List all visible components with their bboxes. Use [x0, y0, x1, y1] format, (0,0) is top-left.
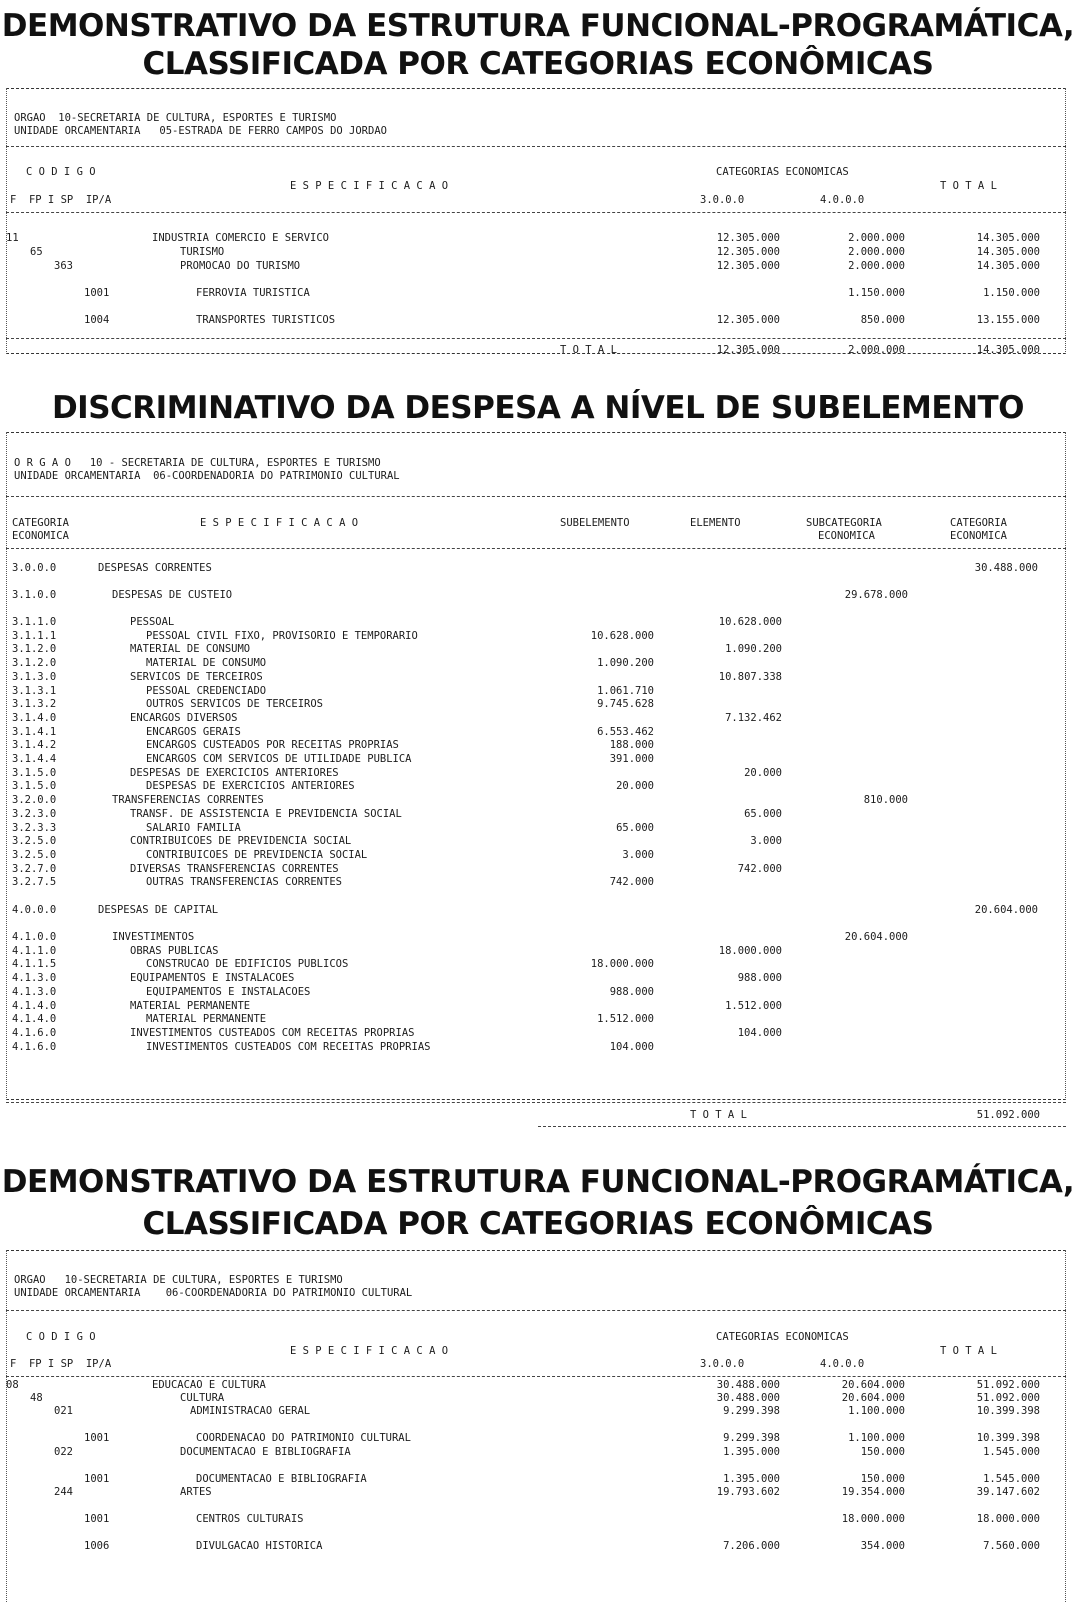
s2-row-label: PESSOAL CREDENCIADO — [146, 684, 267, 697]
s2-row-label: CONSTRUCAO DE EDIFICIOS PUBLICOS — [146, 958, 349, 971]
s2-row-code: 3.1.4.0 — [12, 711, 57, 724]
s1-row-c2: 2.000.000 — [848, 260, 905, 272]
s1-row-c1: 12.305.000 — [716, 260, 780, 272]
s2-row-code: 3.1.2.0 — [12, 643, 57, 656]
s3-row-code: 1001 — [84, 1432, 110, 1444]
s2-header-elemento: ELEMENTO — [690, 517, 741, 529]
s2-header-subcat1: SUBCATEGORIA — [806, 517, 882, 529]
section-2-title: DISCRIMINATIVO DA DESPESA A NÍVEL DE SUBELEMENTO — [51, 390, 1025, 426]
s2-row-label: CONTRIBUICOES DE PREVIDENCIA SOCIAL — [130, 835, 352, 848]
s2-row-elemento: 104.000 — [737, 1026, 782, 1039]
s3-header-c2: 4.0.0.0 — [820, 1358, 865, 1370]
s2-row-label: DESPESAS DE CUSTEIO — [112, 589, 233, 601]
s3-row-c2: 20.604.000 — [841, 1379, 905, 1391]
s3-header-especificacao: E S P E C I F I C A C A O — [290, 1345, 449, 1357]
s1-row-code: 11 — [6, 232, 19, 244]
s2-header-categ2: ECONOMICA — [950, 530, 1007, 542]
s3-row-label: EDUCACAO E CULTURA — [152, 1379, 266, 1391]
s2-row-code: 3.1.0.0 — [12, 589, 57, 601]
s2-row-subcategoria: 810.000 — [863, 794, 908, 807]
s3-row-c2: 19.354.000 — [841, 1486, 905, 1498]
s2-unidade: UNIDADE ORCAMENTARIA 06-COORDENADORIA DO PATRIMONIO CULTURAL — [14, 470, 400, 482]
s2-row-code: 3.1.3.0 — [12, 670, 57, 683]
s3-header-codigo-sub: F FP I SP IP/A — [10, 1358, 112, 1370]
s1-rule — [6, 146, 1066, 147]
s1-row-total: 13.155.000 — [976, 314, 1040, 326]
s3-row-total: 1.545.000 — [983, 1446, 1040, 1458]
s1-row-label: INDUSTRIA COMERCIO E SERVICO — [152, 232, 330, 244]
s2-row-label: DESPESAS DE EXERCICIOS ANTERIORES — [146, 780, 355, 793]
s3-row-c1: 1.395.000 — [723, 1446, 780, 1458]
s2-row-elemento: 65.000 — [744, 807, 782, 820]
s2-row-label: OBRAS PUBLICAS — [130, 944, 219, 957]
s3-row-label: DIVULGACAO HISTORICA — [196, 1540, 323, 1552]
s2-row-label: DESPESAS DE EXERCICIOS ANTERIORES — [130, 766, 339, 779]
s3-row-label: COORDENACAO DO PATRIMONIO CULTURAL — [196, 1432, 411, 1444]
s3-row-total: 10.399.398 — [976, 1432, 1040, 1444]
s1-rule — [6, 212, 1066, 213]
s2-row-code: 4.1.0.0 — [12, 931, 57, 943]
s2-row-code: 3.1.3.1 — [12, 684, 57, 697]
s3-row-c2: 354.000 — [860, 1540, 905, 1552]
s2-row-code: 3.2.3.3 — [12, 821, 57, 834]
s1-header-codigo: C O D I G O — [26, 166, 96, 178]
s2-row-code: 3.1.4.4 — [12, 753, 57, 765]
s2-row-subelemento: 1.061.710 — [597, 684, 654, 697]
s3-header-c1: 3.0.0.0 — [700, 1358, 745, 1370]
s2-row-subelemento: 188.000 — [609, 739, 654, 752]
s2-row-label: MATERIAL DE CONSUMO — [146, 657, 267, 670]
s1-total-label: T O T A L — [560, 344, 617, 356]
s1-row-c2: 2.000.000 — [848, 246, 905, 258]
s1-total-t: 14.305.000 — [976, 344, 1040, 356]
s2-orgao: O R G A O 10 - SECRETARIA DE CULTURA, ESPORTES E TURISMO — [14, 457, 381, 469]
s2-row-code: 3.2.5.0 — [12, 835, 57, 848]
s2-row-code: 3.2.0.0 — [12, 794, 57, 807]
s3-row-code: 1001 — [84, 1513, 110, 1525]
s3-row-c1: 19.793.602 — [716, 1486, 780, 1498]
s2-row-subelemento: 6.553.462 — [597, 725, 654, 738]
section-3-title-line1: DEMONSTRATIVO DA ESTRUTURA FUNCIONAL-PROGRAMÁTICA, — [1, 1164, 1075, 1200]
s2-row-subelemento: 742.000 — [609, 876, 654, 889]
s1-row-c2: 850.000 — [860, 314, 905, 326]
s1-header-c1: 3.0.0.0 — [700, 194, 745, 206]
s2-row-label: SERVICOS DE TERCEIROS — [130, 670, 263, 683]
s3-unidade: UNIDADE ORCAMENTARIA 06-COORDENADORIA DO PATRIMONIO CULTURAL — [14, 1287, 413, 1299]
s2-row-label: ENCARGOS CUSTEADOS POR RECEITAS PROPRIAS — [146, 739, 399, 752]
s3-row-code: 08 — [6, 1379, 19, 1391]
s2-row-label: ENCARGOS COM SERVICOS DE UTILIDADE PUBLICA — [146, 753, 412, 765]
s3-row-code: 021 — [54, 1405, 73, 1417]
s1-row-label: FERROVIA TURISTICA — [196, 287, 310, 299]
s3-header-categorias: CATEGORIAS ECONOMICAS — [716, 1331, 849, 1343]
s2-row-subelemento: 65.000 — [616, 821, 654, 834]
s1-row-c1: 12.305.000 — [716, 246, 780, 258]
s2-rule — [6, 1102, 1066, 1103]
s3-row-total: 10.399.398 — [976, 1405, 1040, 1417]
s2-row-subelemento: 104.000 — [609, 1040, 654, 1053]
s2-row-code: 4.1.6.0 — [12, 1040, 57, 1053]
s3-row-c1: 9.299.398 — [723, 1432, 780, 1444]
s2-row-label: OUTROS SERVICOS DE TERCEIROS — [146, 698, 324, 711]
s2-row-label: ENCARGOS DIVERSOS — [130, 711, 238, 724]
s1-row-c2: 2.000.000 — [848, 232, 905, 244]
s1-header-total: T O T A L — [940, 180, 997, 192]
s3-row-c1: 9.299.398 — [723, 1405, 780, 1417]
s3-row-c2: 20.604.000 — [841, 1392, 905, 1404]
s3-row-c2: 1.100.000 — [848, 1432, 905, 1444]
section-3-title-line2: CLASSIFICADA POR CATEGORIAS ECONÔMICAS — [142, 1206, 934, 1242]
s1-row-code: 363 — [54, 260, 73, 272]
s2-row-subelemento: 1.512.000 — [597, 1013, 654, 1026]
s2-row-code: 4.1.1.5 — [12, 958, 57, 971]
s2-row-label: EQUIPAMENTOS E INSTALACOES — [146, 985, 311, 998]
s2-rule — [6, 496, 1066, 497]
s1-row-total: 14.305.000 — [976, 232, 1040, 244]
s2-row-label: ENCARGOS GERAIS — [146, 725, 241, 738]
s3-row-c2: 18.000.000 — [841, 1513, 905, 1525]
section-1-title-line1: DEMONSTRATIVO DA ESTRUTURA FUNCIONAL-PROGRAMÁTICA, — [1, 8, 1075, 44]
s2-row-label: PESSOAL — [130, 616, 175, 628]
s2-header-categ1: CATEGORIA — [950, 517, 1007, 529]
s3-rule — [6, 1376, 1066, 1377]
section-3-table — [6, 1250, 1066, 1602]
s3-header-codigo: C O D I G O — [26, 1331, 96, 1343]
s2-row-code: 4.1.3.0 — [12, 985, 57, 998]
s1-header-especificacao: E S P E C I F I C A C A O — [290, 180, 449, 192]
s3-row-total: 39.147.602 — [976, 1486, 1040, 1498]
s2-row-code: 3.2.7.5 — [12, 876, 57, 889]
s2-row-elemento: 1.090.200 — [725, 643, 782, 656]
s2-row-code: 3.1.4.1 — [12, 725, 57, 738]
s1-row-label: TURISMO — [180, 246, 225, 258]
s3-orgao: ORGAO 10-SECRETARIA DE CULTURA, ESPORTES E TURISMO — [14, 1274, 343, 1286]
s1-row-total: 14.305.000 — [976, 260, 1040, 272]
s3-row-total: 7.560.000 — [983, 1540, 1040, 1552]
s1-row-code: 1004 — [84, 314, 110, 326]
s2-row-label: DESPESAS DE CAPITAL — [98, 904, 219, 916]
s1-unidade: UNIDADE ORCAMENTARIA 05-ESTRADA DE FERRO CAMPOS DO JORDAO — [14, 125, 387, 137]
s2-row-label: INVESTIMENTOS — [112, 931, 195, 943]
s1-rule — [6, 338, 1066, 339]
s2-row-subelemento: 18.000.000 — [590, 958, 654, 971]
s2-row-categoria: 20.604.000 — [974, 904, 1038, 916]
s2-row-elemento: 742.000 — [737, 862, 782, 875]
s2-header-cat1: CATEGORIA — [12, 517, 69, 529]
s2-total-label: T O T A L — [690, 1109, 747, 1121]
s3-row-label: ARTES — [180, 1486, 212, 1498]
s2-row-code: 3.1.5.0 — [12, 780, 57, 793]
s2-row-subelemento: 1.090.200 — [597, 657, 654, 670]
s3-row-label: CENTROS CULTURAIS — [196, 1513, 304, 1525]
s2-row-label: PESSOAL CIVIL FIXO, PROVISORIO E TEMPORARIO — [146, 629, 418, 642]
s3-header-total: T O T A L — [940, 1345, 997, 1357]
s2-row-subelemento: 988.000 — [609, 985, 654, 998]
s3-row-c1: 30.488.000 — [716, 1379, 780, 1391]
s2-row-label: DIVERSAS TRANSFERENCIAS CORRENTES — [130, 862, 339, 875]
s3-row-total: 18.000.000 — [976, 1513, 1040, 1525]
s3-row-code: 244 — [54, 1486, 73, 1498]
s3-row-label: ADMINISTRACAO GERAL — [190, 1405, 311, 1417]
s2-row-subelemento: 10.628.000 — [590, 629, 654, 642]
s2-row-code: 4.1.6.0 — [12, 1026, 57, 1039]
s2-row-code: 4.0.0.0 — [12, 904, 57, 916]
section-1-title-line2: CLASSIFICADA POR CATEGORIAS ECONÔMICAS — [142, 46, 934, 82]
s3-row-c2: 1.100.000 — [848, 1405, 905, 1417]
s3-rule — [6, 1310, 1066, 1311]
s2-header-subelemento: SUBELEMENTO — [560, 517, 630, 529]
s2-row-elemento: 3.000 — [750, 835, 782, 848]
s2-row-label: EQUIPAMENTOS E INSTALACOES — [130, 972, 295, 985]
s2-row-code: 3.1.5.0 — [12, 766, 57, 779]
s2-row-subelemento: 3.000 — [622, 848, 654, 861]
s2-row-code: 4.1.4.0 — [12, 999, 57, 1012]
s1-row-c2: 1.150.000 — [848, 287, 905, 299]
s1-header-c2: 4.0.0.0 — [820, 194, 865, 206]
s1-row-c1: 12.305.000 — [716, 314, 780, 326]
s2-row-subelemento: 20.000 — [616, 780, 654, 793]
s1-row-label: TRANSPORTES TURISTICOS — [196, 314, 336, 326]
s2-row-label: TRANSF. DE ASSISTENCIA E PREVIDENCIA SOCIAL — [130, 807, 402, 820]
s2-row-code: 3.1.2.0 — [12, 657, 57, 670]
s2-header-subcat2: ECONOMICA — [818, 530, 875, 542]
s2-row-code: 3.2.7.0 — [12, 862, 57, 875]
s3-row-c2: 150.000 — [860, 1446, 905, 1458]
s2-header-cat2: ECONOMICA — [12, 530, 69, 542]
s1-header-codigo-sub: F FP I SP IP/A — [10, 194, 112, 206]
s2-row-code: 3.1.3.2 — [12, 698, 57, 711]
s2-row-label: MATERIAL PERMANENTE — [146, 1013, 267, 1026]
s2-row-code: 3.2.5.0 — [12, 848, 57, 861]
s3-row-c1: 7.206.000 — [723, 1540, 780, 1552]
s2-row-code: 4.1.4.0 — [12, 1013, 57, 1026]
s3-row-code: 1006 — [84, 1540, 110, 1552]
s2-row-label: OUTRAS TRANSFERENCIAS CORRENTES — [146, 876, 342, 889]
s3-row-c2: 150.000 — [860, 1473, 905, 1485]
s2-row-label: INVESTIMENTOS CUSTEADOS COM RECEITAS PROPRIAS — [146, 1040, 431, 1053]
s2-row-label: MATERIAL DE CONSUMO — [130, 643, 251, 656]
s2-row-label: INVESTIMENTOS CUSTEADOS COM RECEITAS PROPRIAS — [130, 1026, 415, 1039]
s3-row-code: 48 — [30, 1392, 43, 1404]
s3-row-code: 022 — [54, 1446, 73, 1458]
s1-row-code: 1001 — [84, 287, 110, 299]
s2-row-label: DESPESAS CORRENTES — [98, 562, 212, 574]
s2-row-subcategoria: 29.678.000 — [844, 589, 908, 601]
s3-row-total: 1.545.000 — [983, 1473, 1040, 1485]
s3-row-total: 51.092.000 — [976, 1379, 1040, 1391]
s2-row-code: 3.2.3.0 — [12, 807, 57, 820]
s2-row-code: 3.1.4.2 — [12, 739, 57, 752]
s1-row-c1: 12.305.000 — [716, 232, 780, 244]
s2-row-subelemento: 9.745.628 — [597, 698, 654, 711]
s2-row-subcategoria: 20.604.000 — [844, 931, 908, 943]
s2-total-value: 51.092.000 — [976, 1109, 1040, 1121]
s1-total-c2: 2.000.000 — [848, 344, 905, 356]
s2-row-code: 3.1.1.0 — [12, 616, 57, 628]
s2-header-especificacao: E S P E C I F I C A C A O — [200, 517, 359, 529]
s2-row-label: TRANSFERENCIAS CORRENTES — [112, 794, 264, 807]
s3-row-label: CULTURA — [180, 1392, 225, 1404]
s2-row-label: SALARIO FAMILIA — [146, 821, 241, 834]
s3-row-total: 51.092.000 — [976, 1392, 1040, 1404]
s2-rule — [6, 548, 1066, 549]
s3-row-code: 1001 — [84, 1473, 110, 1485]
s2-row-elemento: 988.000 — [737, 972, 782, 985]
s2-row-elemento: 7.132.462 — [725, 711, 782, 724]
s2-row-elemento: 1.512.000 — [725, 999, 782, 1012]
s1-row-label: PROMOCAO DO TURISMO — [180, 260, 301, 272]
s2-row-code: 4.1.1.0 — [12, 944, 57, 957]
s1-row-total: 1.150.000 — [983, 287, 1040, 299]
s3-row-label: DOCUMENTACAO E BIBLIOGRAFIA — [196, 1473, 367, 1485]
s1-row-code: 65 — [30, 246, 43, 258]
s3-row-c1: 30.488.000 — [716, 1392, 780, 1404]
s2-row-label: MATERIAL PERMANENTE — [130, 999, 251, 1012]
s1-orgao: ORGAO 10-SECRETARIA DE CULTURA, ESPORTES E TURISMO — [14, 112, 337, 124]
s1-total-c1: 12.305.000 — [716, 344, 780, 356]
s2-row-elemento: 20.000 — [744, 766, 782, 779]
s2-row-subelemento: 391.000 — [609, 753, 654, 765]
s2-row-elemento: 10.628.000 — [718, 616, 782, 628]
s2-row-code: 3.1.1.1 — [12, 629, 57, 642]
s2-rule — [538, 1126, 1066, 1127]
s2-row-code: 4.1.3.0 — [12, 972, 57, 985]
s2-row-code: 3.0.0.0 — [12, 562, 57, 574]
s3-row-label: DOCUMENTACAO E BIBLIOGRAFIA — [180, 1446, 351, 1458]
s1-header-categorias: CATEGORIAS ECONOMICAS — [716, 166, 849, 178]
s2-row-categoria: 30.488.000 — [974, 562, 1038, 574]
s2-row-elemento: 10.807.338 — [718, 670, 782, 683]
s1-row-total: 14.305.000 — [976, 246, 1040, 258]
s3-row-c1: 1.395.000 — [723, 1473, 780, 1485]
s2-row-elemento: 18.000.000 — [718, 944, 782, 957]
s2-row-label: CONTRIBUICOES DE PREVIDENCIA SOCIAL — [146, 848, 368, 861]
